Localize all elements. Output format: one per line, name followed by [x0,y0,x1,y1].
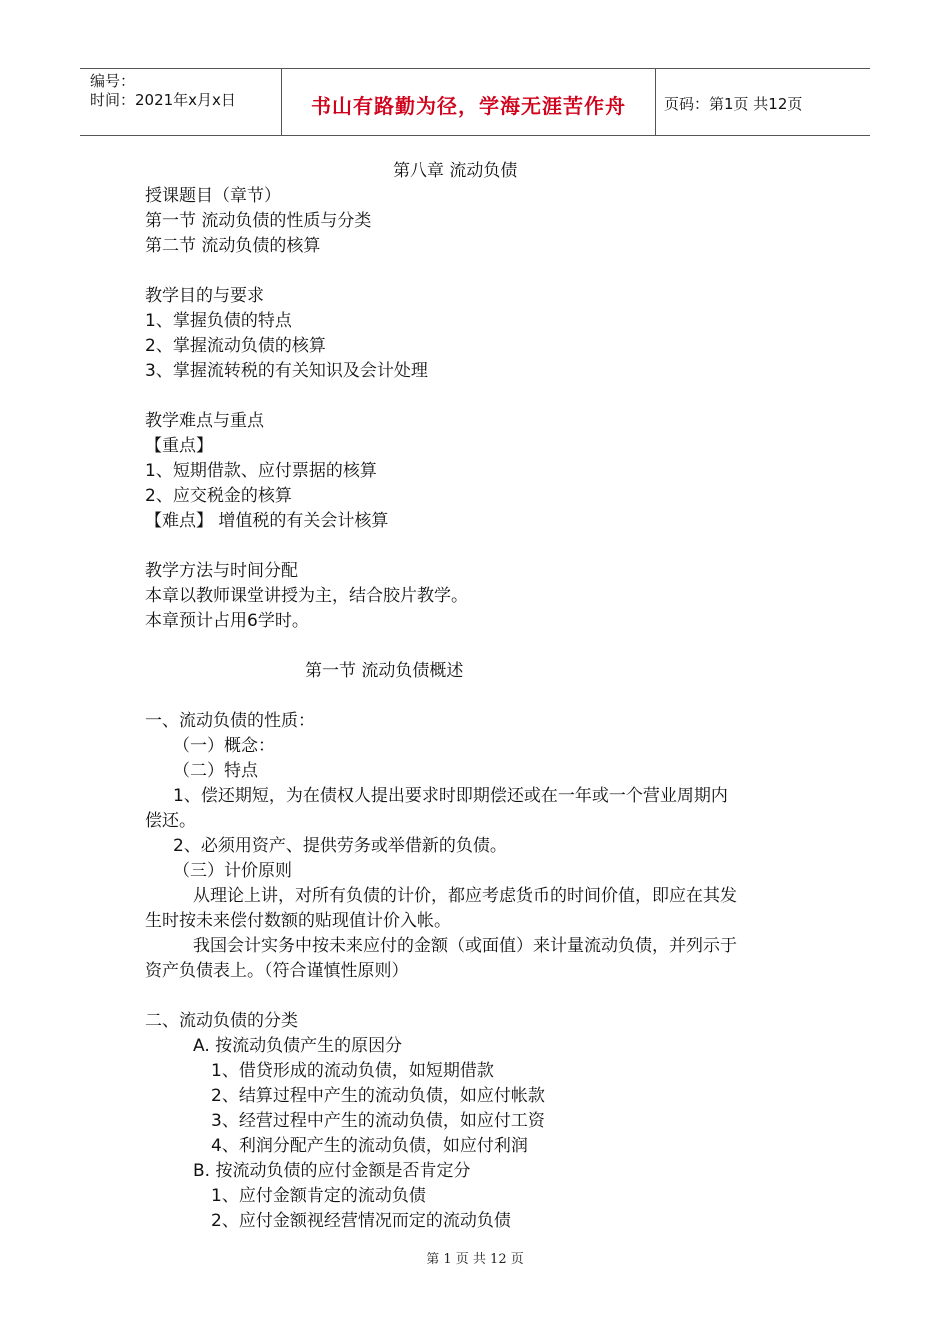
item-heading: （二）特点 [173,761,258,781]
time-label: 时间：2021年x月x日 [90,91,236,109]
key-points-heading: 教学难点与重点 [145,411,264,431]
classification-item: 3、经营过程中产生的流动负债，如应付工资 [211,1111,545,1131]
paragraph-line: 偿还。 [145,811,196,831]
item-heading: （一）概念： [173,736,275,756]
section-title: 第一节 流动负债概述 [305,661,464,681]
header-bottom-rule [80,135,870,136]
subsection-heading: 二、流动负债的分类 [145,1011,298,1031]
paragraph-line: 从理论上讲，对所有负债的计价，都应考虑货币的时间价值，即应在其发 [193,886,737,906]
time-allocation-line: 本章预计占用6学时。 [145,611,309,631]
classification-item: 1、借贷形成的流动负债，如短期借款 [211,1061,494,1081]
classification-item: 2、应付金额视经营情况而定的流动负债 [211,1211,511,1231]
classification-item: 4、利润分配产生的流动负债，如应付利润 [211,1136,528,1156]
objective-item: 3、掌握流转税的有关知识及会计处理 [145,361,428,381]
key-point-item: 2、应交税金的核算 [145,486,292,506]
section-one-line: 第一节 流动负债的性质与分类 [145,211,372,231]
objective-item: 1、掌握负债的特点 [145,311,292,331]
subsection-heading: 一、流动负债的性质： [145,711,315,731]
objective-item: 2、掌握流动负债的核算 [145,336,326,356]
paragraph-line: 资产负债表上。（符合谨慎性原则） [145,961,409,981]
paragraph-line: 2、必须用资产、提供劳务或举借新的负债。 [173,836,507,856]
classification-item: 1、应付金额肯定的流动负债 [211,1186,426,1206]
header-divider-right [655,68,656,135]
difficult-point-line: 【难点】 增值税的有关会计核算 [145,511,389,531]
method-line: 本章以教师课堂讲授为主，结合胶片教学。 [145,586,468,606]
header-motto: 书山有路勤为径，学海无涯苦作舟 [311,94,626,118]
header-page-info: 页码：第1页 共12页 [664,95,803,113]
paragraph-line: 1、偿还期短，为在债权人提出要求时即期偿还或在一年或一个营业周期内 [173,786,728,806]
key-points-label: 【重点】 [145,436,213,456]
section-two-line: 第二节 流动负债的核算 [145,236,321,256]
classification-heading: B. 按流动负债的应付金额是否肯定分 [193,1161,471,1181]
page-footer: 第 1 页 共 12 页 [426,1252,524,1267]
paragraph-line: 我国会计实务中按未来应付的金额（或面值）来计量流动负债，并列示于 [193,936,737,956]
classification-heading: A. 按流动负债产生的原因分 [193,1036,403,1056]
chapter-title: 第八章 流动负债 [393,161,518,181]
item-heading: （三）计价原则 [173,861,292,881]
methods-heading: 教学方法与时间分配 [145,561,298,581]
number-label: 编号： [90,72,136,90]
classification-item: 2、结算过程中产生的流动负债，如应付帐款 [211,1086,545,1106]
objectives-heading: 教学目的与要求 [145,286,264,306]
key-point-item: 1、短期借款、应付票据的核算 [145,461,377,481]
course-topic-heading: 授课题目（章节） [145,186,281,206]
header-meta [90,72,236,110]
paragraph-line: 生时按未来偿付数额的贴现值计价入帐。 [145,911,451,931]
header-top-rule [80,68,870,69]
